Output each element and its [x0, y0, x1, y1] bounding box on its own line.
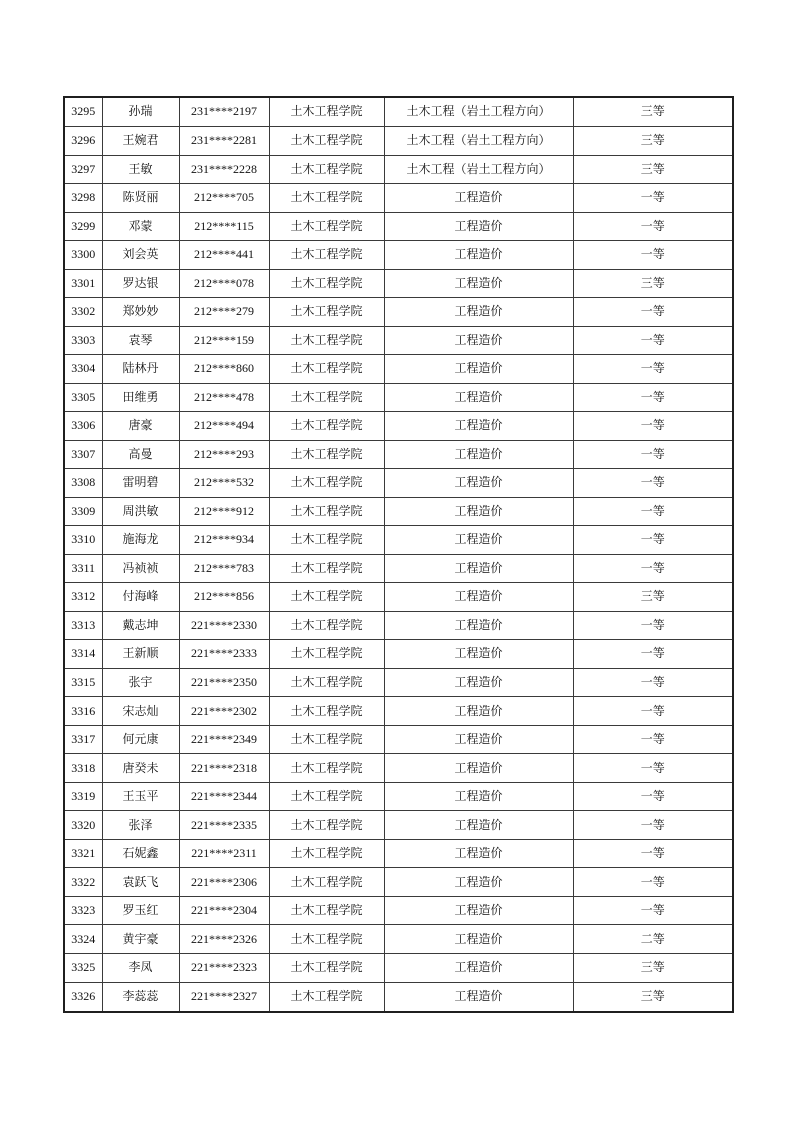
major-name: 工程造价 [384, 982, 573, 1012]
table-row [64, 298, 733, 327]
award-level: 一等 [573, 554, 733, 583]
award-level: 三等 [573, 97, 733, 127]
row-index-number: 3316 [64, 697, 102, 726]
major-name: 土木工程（岩土工程方向） [384, 127, 573, 156]
student-name: 邓蒙 [102, 212, 179, 241]
major-name: 工程造价 [384, 697, 573, 726]
student-name: 王婉君 [102, 127, 179, 156]
student-name: 罗玉红 [102, 896, 179, 925]
student-id-masked: 221****2311 [179, 839, 269, 868]
student-id-masked: 212****705 [179, 184, 269, 213]
student-id-masked: 221****2350 [179, 668, 269, 697]
college-name: 土木工程学院 [269, 982, 384, 1012]
table-row [64, 469, 733, 498]
student-id-masked: 221****2302 [179, 697, 269, 726]
award-level: 一等 [573, 526, 733, 555]
award-level: 一等 [573, 184, 733, 213]
table-row [64, 611, 733, 640]
college-name: 土木工程学院 [269, 754, 384, 783]
student-id-masked: 221****2333 [179, 640, 269, 669]
table-row [64, 697, 733, 726]
student-name: 孙瑞 [102, 97, 179, 127]
award-level: 一等 [573, 469, 733, 498]
major-name: 工程造价 [384, 469, 573, 498]
major-name: 土木工程（岩土工程方向） [384, 97, 573, 127]
row-index-number: 3298 [64, 184, 102, 213]
college-name: 土木工程学院 [269, 554, 384, 583]
table-row [64, 554, 733, 583]
major-name: 土木工程（岩土工程方向） [384, 155, 573, 184]
award-level: 一等 [573, 611, 733, 640]
award-level: 三等 [573, 953, 733, 982]
major-name: 工程造价 [384, 668, 573, 697]
award-level: 一等 [573, 412, 733, 441]
row-index-number: 3306 [64, 412, 102, 441]
college-name: 土木工程学院 [269, 355, 384, 384]
table-row [64, 497, 733, 526]
college-name: 土木工程学院 [269, 868, 384, 897]
major-name: 工程造价 [384, 725, 573, 754]
row-index-number: 3309 [64, 497, 102, 526]
student-name: 王玉平 [102, 782, 179, 811]
college-name: 土木工程学院 [269, 697, 384, 726]
major-name: 工程造价 [384, 298, 573, 327]
award-level: 三等 [573, 982, 733, 1012]
college-name: 土木工程学院 [269, 526, 384, 555]
major-name: 工程造价 [384, 640, 573, 669]
row-index-number: 3308 [64, 469, 102, 498]
major-name: 工程造价 [384, 212, 573, 241]
row-index-number: 3311 [64, 554, 102, 583]
student-name: 袁琴 [102, 326, 179, 355]
award-level: 一等 [573, 839, 733, 868]
student-id-masked: 212****860 [179, 355, 269, 384]
row-index-number: 3312 [64, 583, 102, 612]
row-index-number: 3324 [64, 925, 102, 954]
row-index-number: 3318 [64, 754, 102, 783]
student-id-masked: 231****2281 [179, 127, 269, 156]
row-index-number: 3315 [64, 668, 102, 697]
row-index-number: 3301 [64, 269, 102, 298]
student-name: 戴志坤 [102, 611, 179, 640]
student-id-masked: 212****293 [179, 440, 269, 469]
row-index-number: 3319 [64, 782, 102, 811]
table-row [64, 184, 733, 213]
row-index-number: 3299 [64, 212, 102, 241]
row-index-number: 3296 [64, 127, 102, 156]
student-id-masked: 221****2318 [179, 754, 269, 783]
row-index-number: 3325 [64, 953, 102, 982]
student-name: 郑妙妙 [102, 298, 179, 327]
student-name: 黄宇豪 [102, 925, 179, 954]
student-id-masked: 221****2327 [179, 982, 269, 1012]
award-level: 一等 [573, 383, 733, 412]
row-index-number: 3320 [64, 811, 102, 840]
table-row [64, 868, 733, 897]
table-row [64, 925, 733, 954]
major-name: 工程造价 [384, 754, 573, 783]
student-name: 刘会英 [102, 241, 179, 270]
college-name: 土木工程学院 [269, 241, 384, 270]
row-index-number: 3321 [64, 839, 102, 868]
award-level: 一等 [573, 440, 733, 469]
student-name: 袁跃飞 [102, 868, 179, 897]
student-id-masked: 212****478 [179, 383, 269, 412]
student-id-masked: 212****078 [179, 269, 269, 298]
student-id-masked: 221****2330 [179, 611, 269, 640]
student-id-masked: 221****2335 [179, 811, 269, 840]
student-id-masked: 231****2197 [179, 97, 269, 127]
row-index-number: 3302 [64, 298, 102, 327]
major-name: 工程造价 [384, 611, 573, 640]
student-id-masked: 212****441 [179, 241, 269, 270]
major-name: 工程造价 [384, 554, 573, 583]
student-id-masked: 231****2228 [179, 155, 269, 184]
award-level: 二等 [573, 925, 733, 954]
student-id-masked: 212****783 [179, 554, 269, 583]
award-level: 一等 [573, 725, 733, 754]
college-name: 土木工程学院 [269, 839, 384, 868]
college-name: 土木工程学院 [269, 497, 384, 526]
college-name: 土木工程学院 [269, 469, 384, 498]
row-index-number: 3307 [64, 440, 102, 469]
student-id-masked: 212****856 [179, 583, 269, 612]
student-id-masked: 212****159 [179, 326, 269, 355]
major-name: 工程造价 [384, 355, 573, 384]
major-name: 工程造价 [384, 269, 573, 298]
award-level: 三等 [573, 127, 733, 156]
major-name: 工程造价 [384, 811, 573, 840]
major-name: 工程造价 [384, 326, 573, 355]
award-level: 一等 [573, 298, 733, 327]
student-name: 张泽 [102, 811, 179, 840]
college-name: 土木工程学院 [269, 155, 384, 184]
award-level: 一等 [573, 355, 733, 384]
row-index-number: 3322 [64, 868, 102, 897]
row-index-number: 3310 [64, 526, 102, 555]
student-name: 宋志灿 [102, 697, 179, 726]
student-name: 石妮鑫 [102, 839, 179, 868]
student-name: 陆林丹 [102, 355, 179, 384]
student-name: 施海龙 [102, 526, 179, 555]
table-row [64, 241, 733, 270]
row-index-number: 3300 [64, 241, 102, 270]
row-index-number: 3317 [64, 725, 102, 754]
college-name: 土木工程学院 [269, 811, 384, 840]
student-name: 付海峰 [102, 583, 179, 612]
major-name: 工程造价 [384, 497, 573, 526]
student-name: 陈贤丽 [102, 184, 179, 213]
award-level: 三等 [573, 269, 733, 298]
major-name: 工程造价 [384, 868, 573, 897]
student-id-masked: 212****912 [179, 497, 269, 526]
table-row [64, 155, 733, 184]
award-level: 三等 [573, 155, 733, 184]
student-name: 罗达银 [102, 269, 179, 298]
table-row [64, 811, 733, 840]
table-row [64, 982, 733, 1012]
college-name: 土木工程学院 [269, 583, 384, 612]
row-index-number: 3295 [64, 97, 102, 127]
table-row [64, 383, 733, 412]
table-row [64, 583, 733, 612]
award-level: 一等 [573, 896, 733, 925]
student-id-masked: 221****2323 [179, 953, 269, 982]
major-name: 工程造价 [384, 953, 573, 982]
table-row [64, 754, 733, 783]
award-level: 三等 [573, 583, 733, 612]
major-name: 工程造价 [384, 184, 573, 213]
student-id-masked: 221****2326 [179, 925, 269, 954]
table-row [64, 668, 733, 697]
college-name: 土木工程学院 [269, 725, 384, 754]
college-name: 土木工程学院 [269, 640, 384, 669]
row-index-number: 3326 [64, 982, 102, 1012]
table-row [64, 127, 733, 156]
student-id-masked: 221****2344 [179, 782, 269, 811]
college-name: 土木工程学院 [269, 668, 384, 697]
college-name: 土木工程学院 [269, 269, 384, 298]
award-level: 一等 [573, 811, 733, 840]
row-index-number: 3314 [64, 640, 102, 669]
award-level: 一等 [573, 640, 733, 669]
table-row [64, 640, 733, 669]
major-name: 工程造价 [384, 241, 573, 270]
college-name: 土木工程学院 [269, 298, 384, 327]
table-row [64, 440, 733, 469]
student-name: 高曼 [102, 440, 179, 469]
row-index-number: 3305 [64, 383, 102, 412]
major-name: 工程造价 [384, 526, 573, 555]
college-name: 土木工程学院 [269, 953, 384, 982]
major-name: 工程造价 [384, 383, 573, 412]
table-row [64, 212, 733, 241]
student-id-masked: 212****494 [179, 412, 269, 441]
college-name: 土木工程学院 [269, 412, 384, 441]
award-level: 一等 [573, 754, 733, 783]
award-table-body [64, 97, 733, 1012]
table-row [64, 326, 733, 355]
student-name: 李凤 [102, 953, 179, 982]
student-name: 周洪敏 [102, 497, 179, 526]
table-row [64, 526, 733, 555]
row-index-number: 3297 [64, 155, 102, 184]
student-name: 雷明碧 [102, 469, 179, 498]
college-name: 土木工程学院 [269, 326, 384, 355]
table-row [64, 269, 733, 298]
table-row [64, 97, 733, 127]
major-name: 工程造价 [384, 896, 573, 925]
student-name: 唐豪 [102, 412, 179, 441]
award-level: 一等 [573, 697, 733, 726]
student-name: 张宇 [102, 668, 179, 697]
table-row [64, 725, 733, 754]
student-name: 唐癸未 [102, 754, 179, 783]
award-level: 一等 [573, 668, 733, 697]
award-level: 一等 [573, 212, 733, 241]
major-name: 工程造价 [384, 583, 573, 612]
college-name: 土木工程学院 [269, 97, 384, 127]
major-name: 工程造价 [384, 782, 573, 811]
student-name: 冯祯祯 [102, 554, 179, 583]
student-name: 王敏 [102, 155, 179, 184]
major-name: 工程造价 [384, 440, 573, 469]
major-name: 工程造价 [384, 839, 573, 868]
table-row [64, 896, 733, 925]
table-row [64, 412, 733, 441]
award-level: 一等 [573, 868, 733, 897]
student-name: 李蕊蕊 [102, 982, 179, 1012]
row-index-number: 3304 [64, 355, 102, 384]
student-id-masked: 221****2349 [179, 725, 269, 754]
row-index-number: 3313 [64, 611, 102, 640]
table-row [64, 839, 733, 868]
college-name: 土木工程学院 [269, 440, 384, 469]
student-name: 何元康 [102, 725, 179, 754]
college-name: 土木工程学院 [269, 896, 384, 925]
award-level: 一等 [573, 782, 733, 811]
student-id-masked: 212****934 [179, 526, 269, 555]
student-id-masked: 221****2304 [179, 896, 269, 925]
student-name: 王新顺 [102, 640, 179, 669]
award-list-table [63, 96, 734, 1013]
major-name: 工程造价 [384, 925, 573, 954]
table-row [64, 355, 733, 384]
award-level: 一等 [573, 326, 733, 355]
college-name: 土木工程学院 [269, 383, 384, 412]
student-id-masked: 212****532 [179, 469, 269, 498]
college-name: 土木工程学院 [269, 212, 384, 241]
student-id-masked: 212****115 [179, 212, 269, 241]
college-name: 土木工程学院 [269, 782, 384, 811]
row-index-number: 3323 [64, 896, 102, 925]
college-name: 土木工程学院 [269, 127, 384, 156]
major-name: 工程造价 [384, 412, 573, 441]
college-name: 土木工程学院 [269, 184, 384, 213]
award-level: 一等 [573, 241, 733, 270]
college-name: 土木工程学院 [269, 925, 384, 954]
student-id-masked: 212****279 [179, 298, 269, 327]
college-name: 土木工程学院 [269, 611, 384, 640]
table-row [64, 782, 733, 811]
award-level: 一等 [573, 497, 733, 526]
student-name: 田维勇 [102, 383, 179, 412]
table-row [64, 953, 733, 982]
row-index-number: 3303 [64, 326, 102, 355]
student-id-masked: 221****2306 [179, 868, 269, 897]
